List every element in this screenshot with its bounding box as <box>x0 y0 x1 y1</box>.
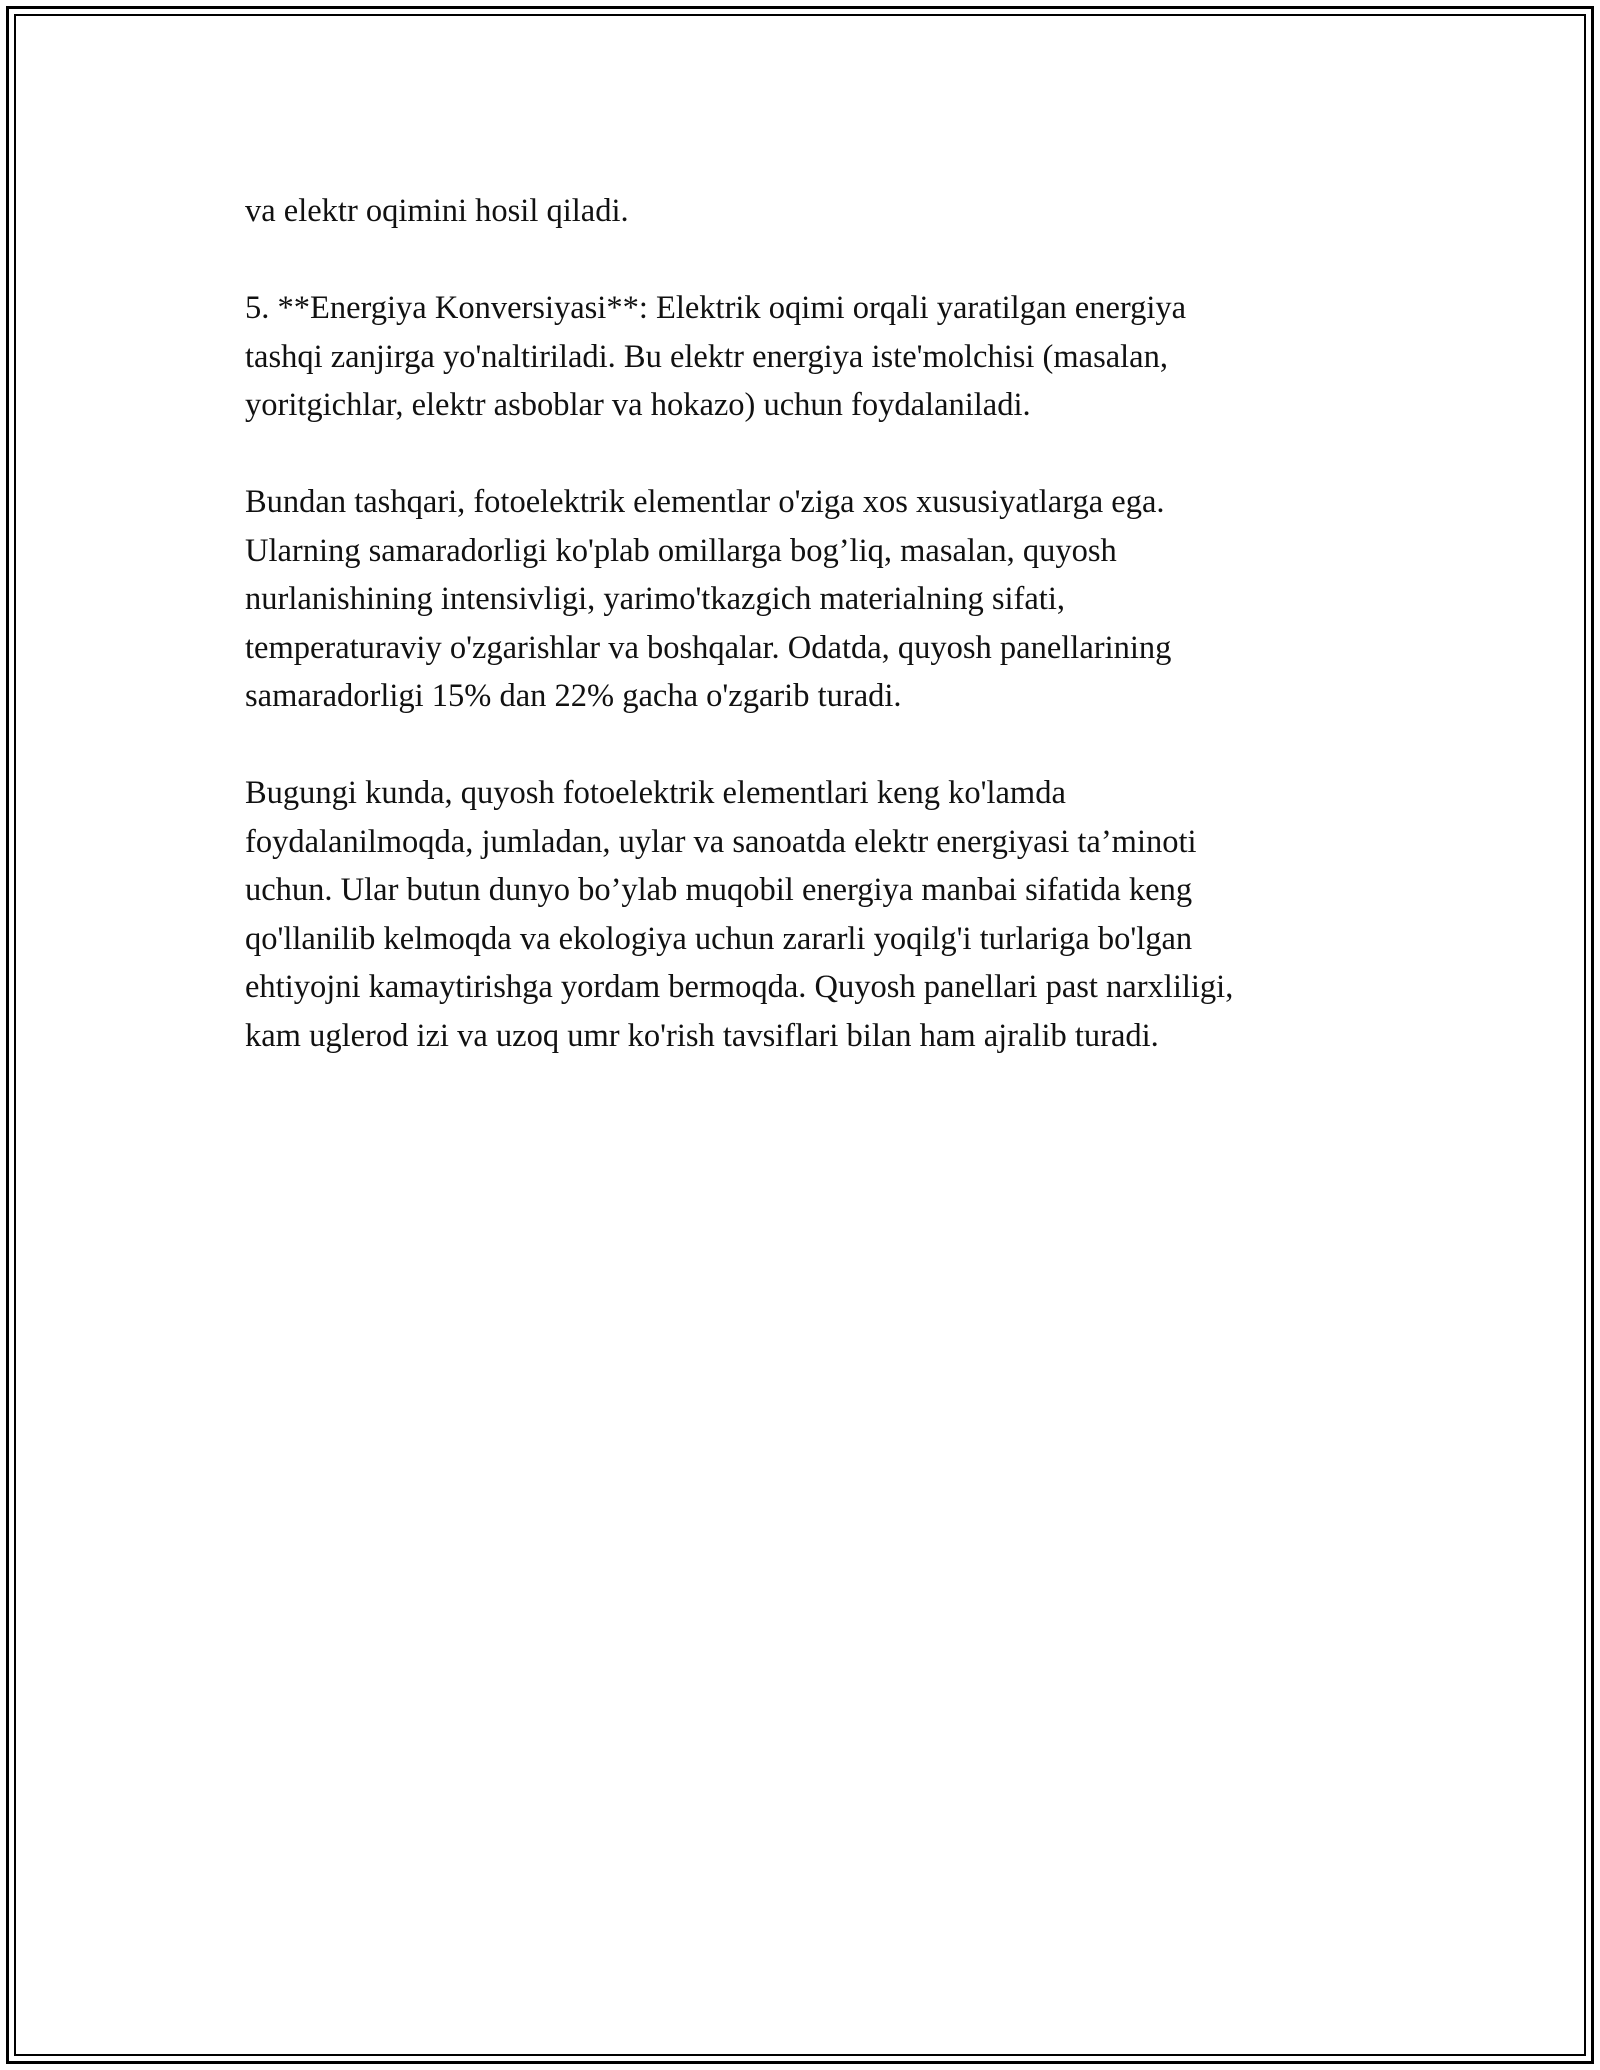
page-body <box>245 187 1375 1109</box>
paragraph-current-usage: Bugungi kunda, quyosh fotoelektrik elementlari keng ko'lamda foydalanilmoqda, jumladan, uylar va sanoatda elektr energiyasi ta’minoti uchun. Ular butun dunyo bo’ylab muqobil energiya manbai sifatida keng qo'llanilib kelmoqda va ekologiya uchun zararli yoqilg'i turlariga bo'lgan ehtiyojni kamaytirishga yordam bermoqda. Quyosh panellari past narxliligi, kam uglerod izi va uzoq umr ko'rish tavsiflari bilan ham ajralib turadi. <box>245 775 1234 1054</box>
paragraph-continuation: va elektr oqimini hosil qiladi. <box>245 193 629 229</box>
paragraph-energy-conversion: 5. **Energiya Konversiyasi**: Elektrik oqimi orqali yaratilgan energiya tashqi zanjirga yo'naltiriladi. Bu elektr energiya iste'molchisi (masalan, yoritgichlar, elektr asboblar va hokazo) uchun foydalaniladi. <box>245 290 1187 423</box>
paragraph-efficiency: Bundan tashqari, fotoelektrik elementlar o'ziga xos xususiyatlarga ega. Ularning samaradorligi ko'plab omillarga bog’liq, masalan, quyosh nurlanishining intensivligi, yarimo'tkazgich materialning sifati, temperaturaviy o'zgarishlar va boshqalar. Odatda, quyosh panellarining samaradorligi 15% dan 22% gacha o'zgarib turadi. <box>245 484 1172 714</box>
page-frame <box>6 6 1594 2064</box>
